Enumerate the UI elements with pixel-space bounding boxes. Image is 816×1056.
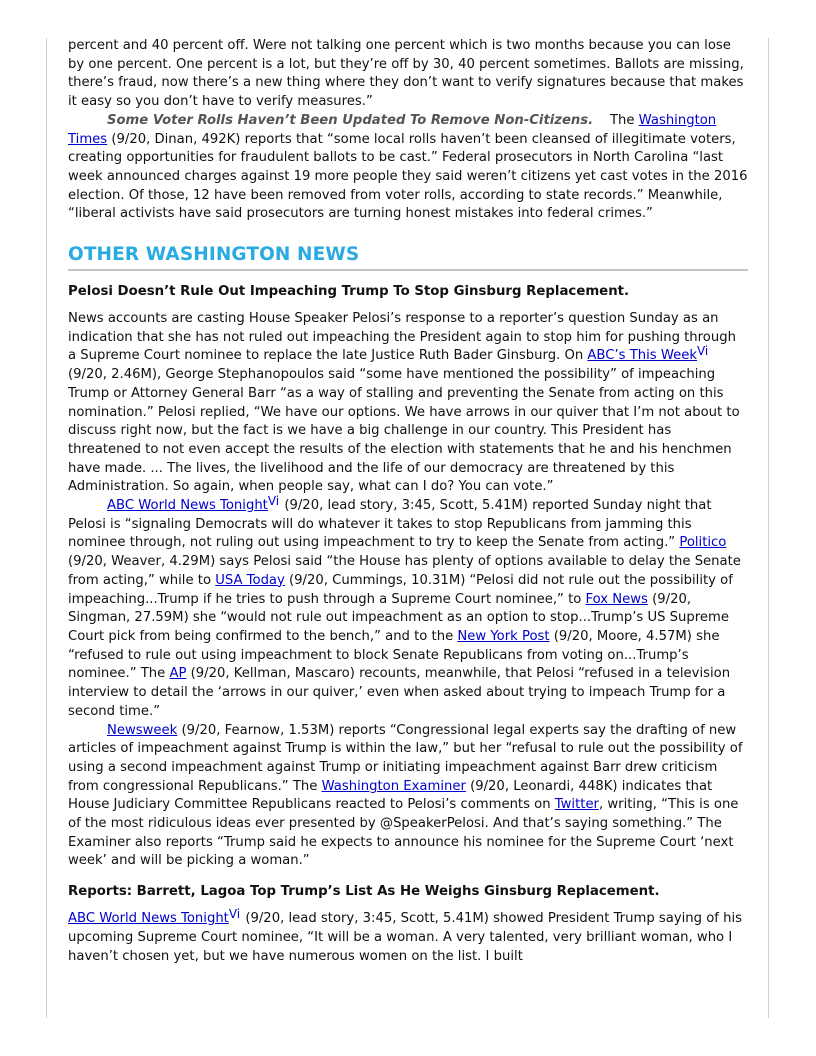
text-run: (9/20, Moore, 4.57M) she “refused to rule out using impeachment to block Senate Republicans from voting on...Trump’s nominee.” The xyxy=(68,628,720,682)
video-indicator-icon[interactable]: Vi xyxy=(228,907,241,922)
left-margin-rule xyxy=(46,38,47,1018)
newsweek-link[interactable]: Newsweek xyxy=(107,722,178,738)
ap-link[interactable]: AP xyxy=(169,666,187,682)
voter-rolls-lead-in: Some Voter Rolls Haven’t Been Updated To Remove Non-Citizens. xyxy=(107,112,594,128)
section-title: OTHER WASHINGTON NEWS xyxy=(68,243,748,271)
right-margin-rule xyxy=(768,38,769,1018)
fox-news-link[interactable]: Fox News xyxy=(585,591,648,607)
washington-times-link[interactable]: Washington Times xyxy=(68,112,717,147)
text-run: (9/20, Cummings, 10.31M) “Pelosi did not rule out the possibility of impeaching...Trump if he tries to push through a Supreme Court nominee,” to xyxy=(68,572,733,607)
video-indicator-icon[interactable]: Vi xyxy=(267,494,280,509)
voter-rolls-pre: The xyxy=(609,112,635,128)
text-run: (9/20, Weaver, 4.29M) says Pelosi said “the House has plenty of options available to delay the Senate from acting,” while to xyxy=(68,554,741,588)
story-headline-pelosi: Pelosi Doesn’t Rule Out Impeaching Trump To Stop Ginsburg Replacement. xyxy=(68,284,630,300)
text-run: (9/20, Singman, 27.59M) she “would not rule out impeachment as an option to stop...Trump’s US Supreme Court pick from being confirmed to the bench,” and to the xyxy=(68,591,729,644)
new-york-post-link[interactable]: New York Post xyxy=(457,628,550,644)
text-run: (9/20, 2.46M), George Stephanopoulos said “some have mentioned the possibility” of impeaching Trump or Attorney General Barr “as a way of stalling and preventing the Senate from acting on this nomination.” Pelosi replied, “We have our options. We have arrows in our quiver that I’m not about to discuss right now, but the fact is we have a big challenge in our country. This President has threatened to not even accept the results of the election with statements that he and his henchmen have made. ... The lives, the livelihood and the life of our democracy are threatened by this Administration. So again, when people say, what can I do? You can vote.” xyxy=(68,367,740,495)
story-headline-barrett: Reports: Barrett, Lagoa Top Trump’s List As He Weighs Ginsburg Replacement. xyxy=(68,884,660,900)
abc-world-news-tonight-link[interactable]: ABC World News Tonight xyxy=(68,911,229,927)
barrett-paragraph-1 xyxy=(68,907,748,966)
abcs-this-week-link[interactable]: ABC’s This Week xyxy=(587,348,697,364)
abc-world-news-tonight-link[interactable]: ABC World News Tonight xyxy=(107,498,268,514)
usa-today-link[interactable]: USA Today xyxy=(215,572,285,588)
text-run: (9/20, Kellman, Mascaro) recounts, meanwhile, that Pelosi “refused in a television interview to detail the ‘arrows in our quiver,’ even when asked about trying to impeach Trump for a second time.” xyxy=(68,666,731,719)
pelosi-paragraph-2 xyxy=(68,494,748,721)
video-indicator-icon[interactable]: Vi xyxy=(696,344,709,359)
pelosi-paragraph-1 xyxy=(68,310,748,497)
text-run: (9/20, Fearnow, 1.53M) reports “Congressional legal experts say the drafting of new articles of impeachment against Trump is within the law,” but her “refusal to rule out the possibility of using a second impeachment against Trump or initiating impeachment against Barr drew criticism from congressional Republicans.” The xyxy=(68,722,743,794)
politico-link[interactable]: Politico xyxy=(679,535,727,551)
voter-rolls-paragraph xyxy=(68,112,748,224)
continued-quote-paragraph: percent and 40 percent off. Were not talking one percent which is two months because you can lose by one percent. One percent is a lot, but they’re off by 30, 40 percent sometimes. Ballots are missing, there’s fraud, now there’s a new thing where they don’t want to verify signatures because that makes it easy so you don’t have to verify measures.” xyxy=(68,38,744,110)
text-run: (9/20, lead story, 3:45, Scott, 5.41M) showed President Trump saying of his upcoming Supreme Court nominee, “It will be a woman. A very talented, very brilliant woman, who I haven’t chosen yet, but we have numerous women on the list. I built xyxy=(68,911,743,964)
text-run: , writing, “This is one of the most ridiculous ideas ever presented by @SpeakerPelosi. And that’s saying something.” The Examiner also reports “Trump said he expects to announce his nominee for the Supreme Court ‘next week’ and will be picking a woman.” xyxy=(68,797,739,869)
washington-examiner-link[interactable]: Washington Examiner xyxy=(321,778,466,794)
twitter-link[interactable]: Twitter xyxy=(554,797,599,813)
pelosi-paragraph-3 xyxy=(68,722,748,872)
newsletter-page xyxy=(68,37,748,966)
text-run: News accounts are casting House Speaker Pelosi’s response to a reporter’s question Sunday as an indication that she has not ruled out impeaching the President again to stop him for pushing through a Supreme Court nominee to replace the late Justice Ruth Bader Ginsburg. On xyxy=(68,311,736,364)
voter-rolls-text: (9/20, Dinan, 492K) reports that “some local rolls haven’t been cleansed of illegitimate voters, creating opportunities for fraudulent ballots to be cast.” Federal prosecutors in North Carolina “last week announced charges against 19 more people they said weren’t citizens yet cast votes in the 2016 election. Of those, 12 have been removed from voter rolls, according to state records.” Meanwhile, “liberal activists have said prosecutors are turning honest mistakes into federal crimes.” xyxy=(68,131,748,222)
text-run: (9/20, Leonardi, 448K) indicates that House Judiciary Committee Republicans reacted to Pelosi’s comments on xyxy=(68,778,713,813)
text-run: (9/20, lead story, 3:45, Scott, 5.41M) reported Sunday night that Pelosi is “signaling Democrats will do whatever it takes to stop Republicans from jamming this nominee through, not ruling out using impeachment to try to keep the Senate from acting.” xyxy=(68,498,712,551)
